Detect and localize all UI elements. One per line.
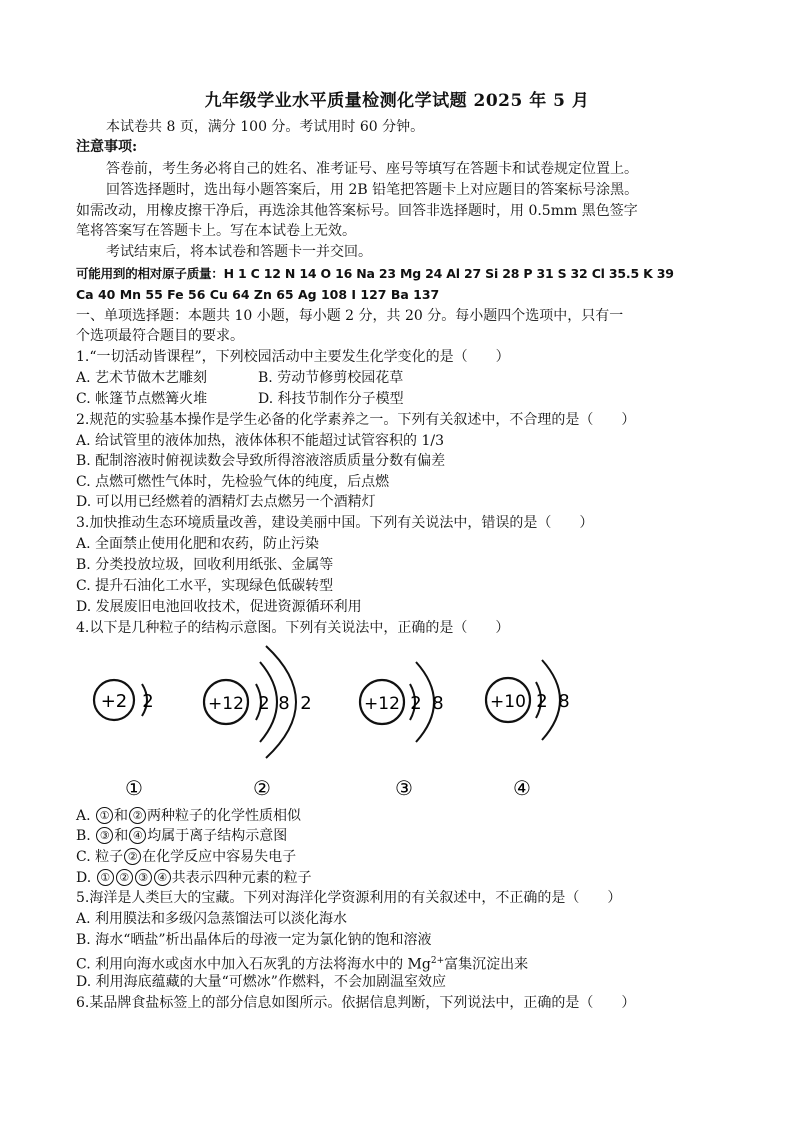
notice-line: 考试结束后，将本试卷和答题卡一并交回。	[106, 244, 372, 260]
q4-option-d: D. ① ② ③ ④ 共表示四种元素的粒子	[76, 870, 312, 886]
notice-line: 笔将答案写在答题卡上。写在本试卷上无效。	[76, 223, 356, 239]
question-5-stem: 5.海洋是人类巨大的宝藏。下列对海洋化学资源利用的有关叙述中，不正确的是（ ）	[76, 890, 622, 906]
shell-count: 2	[300, 693, 312, 714]
shell-count: 8	[558, 691, 570, 712]
exam-title: 九年级学业水平质量检测化学试题 2025 年 5 月	[204, 91, 590, 111]
shell-count: 2	[410, 693, 422, 714]
q5-option-d: D. 利用海底蕴藏的大量“可燃冰”作燃料，不会加剧温室效应	[76, 974, 446, 990]
particle-4	[486, 660, 570, 800]
atomic-mass-line: Ca 40 Mn 55 Fe 56 Cu 64 Zn 65 Ag 108 I 127 Ba 137	[76, 287, 440, 302]
atomic-mass-line: 可能用到的相对原子质量：H 1 C 12 N 14 O 16 Na 23 Mg 24 Al 27 Si 28 P 31 S 32 Cl 35.5 K 39	[76, 266, 674, 281]
q1-option-a: A. 艺术节做木艺雕刻	[76, 370, 208, 386]
question-4-stem: 4.以下是几种粒子的结构示意图。下列有关说法中，正确的是（ ）	[76, 620, 510, 636]
q4-option-b: B. ③ 和 ④ 均属于离子结构示意图	[76, 828, 288, 844]
section-heading: 个选项最符合题目的要求。	[76, 328, 244, 344]
q5-option-a: A. 利用膜法和多级闪急蒸馏法可以淡化海水	[76, 911, 348, 927]
particle-number: ③	[395, 776, 413, 800]
particle-number: ②	[253, 776, 271, 800]
q3-option-b: B. 分类投放垃圾，回收利用纸张、金属等	[76, 557, 334, 573]
question-6-stem: 6.某品牌食盐标签上的部分信息如图所示。依据信息判断，下列说法中，正确的是（ ）	[76, 995, 636, 1011]
section-heading: 一、单项选择题：本题共 10 小题，每小题 2 分，共 20 分。每小题四个选项中，只有一	[76, 308, 624, 324]
notice-line: 答卷前，考生务必将自己的姓名、准考证号、座号等填写在答题卡和试卷规定位置上。	[106, 161, 638, 177]
nucleus-label: +2	[100, 691, 128, 712]
shell-count: 2	[536, 691, 548, 712]
q3-option-c: C. 提升石油化工水平，实现绿色低碳转型	[76, 578, 334, 594]
q2-option-c: C. 点燃可燃性气体时，先检验气体的纯度，后点燃	[76, 474, 390, 490]
question-3-stem: 3.加快推动生态环境质量改善，建设美丽中国。下列有关说法中，错误的是（ ）	[76, 515, 594, 531]
notice-heading: 注意事项:	[76, 139, 138, 155]
shell-count: 2	[142, 691, 154, 712]
q2-option-b: B. 配制溶液时俯视读数会导致所得溶液溶质质量分数有偏差	[76, 453, 446, 469]
particle-number: ①	[125, 776, 143, 800]
exam-info: 本试卷共 8 页，满分 100 分。考试用时 60 分钟。	[106, 119, 425, 135]
q2-option-d: D. 可以用已经燃着的酒精灯去点燃另一个酒精灯	[76, 494, 376, 510]
shell-count: 8	[432, 693, 444, 714]
particle-3	[360, 662, 444, 800]
q3-option-d: D. 发展废旧电池回收技术，促进资源循环利用	[76, 599, 362, 615]
q4-option-c: C. 粒子 ② 在化学反应中容易失电子	[76, 849, 297, 865]
question-2-stem: 2.规范的实验基本操作是学生必备的化学素养之一。下列有关叙述中，不合理的是（ ）	[76, 412, 636, 428]
q3-option-a: A. 全面禁止使用化肥和农药，防止污染	[76, 536, 320, 552]
q1-option-d: D. 科技节制作分子模型	[258, 391, 404, 407]
q1-option-c: C. 帐篷节点燃篝火堆	[76, 391, 208, 407]
shell-count: 2	[258, 693, 270, 714]
question-1-stem: 1.“一切活动皆课程”，下列校园活动中主要发生化学变化的是（ ）	[76, 349, 510, 365]
particle-structure-diagram	[76, 640, 596, 806]
nucleus-label: +12	[208, 694, 244, 714]
q4-option-a: A. ① 和 ② 两种粒子的化学性质相似	[76, 808, 302, 824]
nucleus-label: +12	[364, 694, 400, 714]
q5-option-b: B. 海水“晒盐”析出晶体后的母液一定为氯化钠的饱和溶液	[76, 932, 432, 948]
particle-2	[204, 646, 312, 800]
notice-line: 回答选择题时，选出每小题答案后，用 2B 铅笔把答题卡上对应题目的答案标号涂黑。	[106, 182, 639, 198]
q2-option-a: A. 给试管里的液体加热，液体体积不能超过试管容积的 1/3	[76, 433, 444, 449]
notice-line: 如需改动，用橡皮擦干净后，再选涂其他答案标号。回答非选择题时，用 0.5mm 黑色签字	[76, 203, 638, 219]
q1-option-b: B. 劳动节修剪校园花草	[258, 370, 404, 386]
nucleus-label: +10	[490, 692, 526, 712]
shell-count: 8	[278, 693, 290, 714]
particle-1	[94, 680, 154, 800]
particle-number: ④	[513, 776, 531, 800]
q5-option-c: C. 利用向海水或卤水中加入石灰乳的方法将海水中的 $Mg^{2+}$富集沉淀出来	[76, 956, 529, 973]
